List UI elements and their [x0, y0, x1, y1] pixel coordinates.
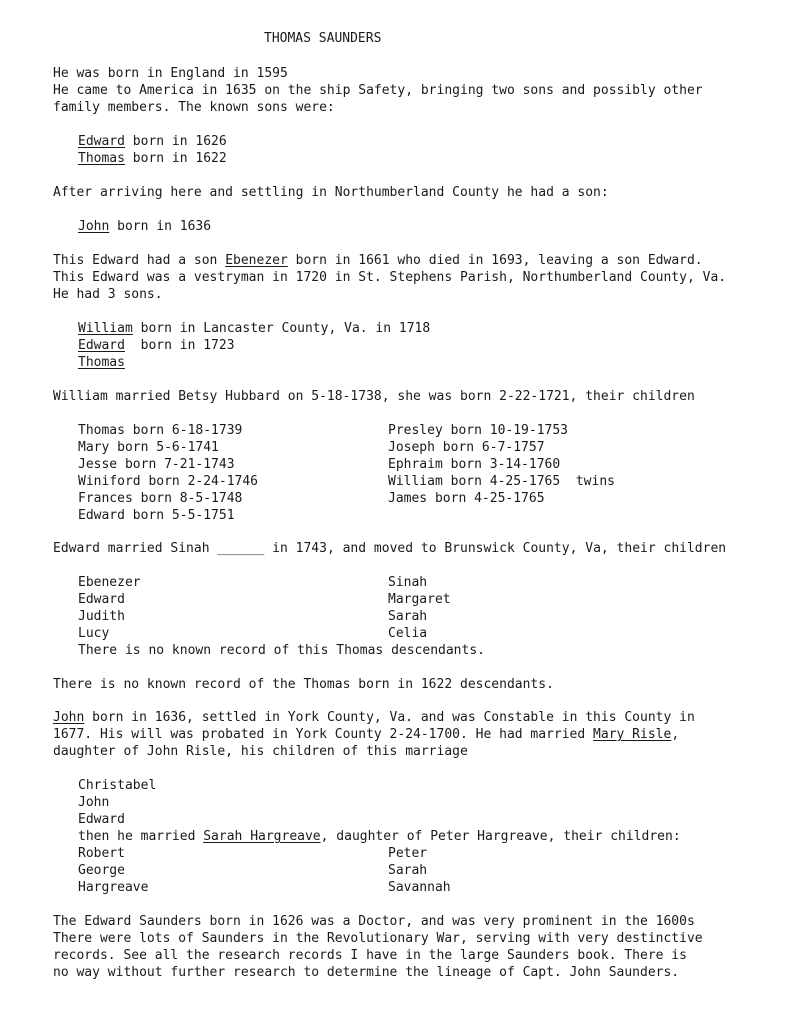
person-name: Ebenezer [225, 253, 288, 268]
text-run: in 1743, and moved to Brunswick County, Va, their children [264, 541, 727, 556]
child-entry: Peter [388, 846, 428, 861]
paragraph-line: The Edward Saunders born in 1626 was a Doctor, and was very prominent in the 1600s [53, 914, 695, 929]
person-name: Mary Risle [593, 727, 672, 742]
paragraph-line: This Edward was a vestryman in 1720 in St. Stephens Parish, Northumberland County, Va. [53, 270, 727, 285]
son-entry [78, 354, 125, 371]
son-detail: born in 1622 [124, 151, 227, 166]
paragraph-line [53, 709, 695, 726]
text-run: This Edward had a son [53, 253, 226, 268]
child-entry: Edward born 5-5-1751 [78, 508, 235, 523]
text-run: , [671, 727, 680, 742]
paragraph-line: records. See all the research records I have in the large Saunders book. There is [53, 948, 687, 963]
child-entry: Ebenezer [78, 575, 141, 590]
child-entry: James born 4-25-1765 [388, 491, 545, 506]
child-entry: Edward [78, 592, 125, 607]
paragraph-line: He had 3 sons. [53, 287, 163, 302]
paragraph-line: William married Betsy Hubbard on 5-18-1738, she was born 2-22-1721, their children [53, 389, 695, 404]
child-entry: Sarah [388, 609, 428, 624]
son-entry [78, 320, 430, 337]
intro-line: He came to America in 1635 on the ship Safety, bringing two sons and possibly other [53, 83, 703, 98]
paragraph-line [53, 252, 703, 269]
child-entry: Jesse born 7-21-1743 [78, 457, 235, 472]
son-name: Thomas [78, 355, 125, 370]
child-entry: Winiford born 2-24-1746 [78, 474, 259, 489]
child-entry: Hargreave [78, 880, 149, 895]
son-detail: born in 1636 [109, 219, 212, 234]
paragraph-line: There is no known record of the Thomas born in 1622 descendants. [53, 677, 554, 692]
child-entry: Mary born 5-6-1741 [78, 440, 219, 455]
text-run: , daughter of Peter Hargreave, their children: [320, 829, 681, 844]
page-title: THOMAS SAUNDERS [264, 31, 382, 46]
paragraph-line: daughter of John Risle, his children of this marriage [53, 744, 468, 759]
text-run: born in 1636, settled in York County, Va. and was Constable in this County in [84, 710, 695, 725]
child-entry: Robert [78, 846, 125, 861]
child-entry: William born 4-25-1765 twins [388, 474, 615, 489]
child-entry: Christabel [78, 778, 157, 793]
paragraph-line [53, 726, 679, 743]
child-entry: Savannah [388, 880, 451, 895]
note-line: There is no known record of this Thomas descendants. [78, 643, 485, 658]
son-name: John [78, 219, 110, 234]
intro-line: He was born in England in 1595 [53, 66, 288, 81]
son-detail: born in 1723 [124, 338, 235, 353]
son-entry [78, 133, 227, 150]
child-entry: Thomas born 6-18-1739 [78, 423, 243, 438]
text-run: 1677. His will was probated in York County 2-24-1700. He had married [53, 727, 594, 742]
child-entry: John [78, 795, 110, 810]
son-entry [78, 150, 227, 167]
paragraph-line [78, 828, 681, 845]
child-entry: Celia [388, 626, 428, 641]
child-entry: Lucy [78, 626, 110, 641]
child-entry: Frances born 8-5-1748 [78, 491, 243, 506]
child-entry: Judith [78, 609, 125, 624]
blank-line: ______ [217, 541, 265, 556]
son-entry [78, 337, 235, 354]
son-entry [78, 218, 211, 235]
text-run: then he married [78, 829, 204, 844]
son-name: Thomas [78, 151, 125, 166]
son-detail: born in Lancaster County, Va. in 1718 [132, 321, 431, 336]
son-detail: born in 1626 [124, 134, 227, 149]
child-entry: George [78, 863, 125, 878]
intro-line: family members. The known sons were: [53, 100, 335, 115]
text-run: born in 1661 who died in 1693, leaving a son Edward. [287, 253, 703, 268]
child-entry: Margaret [388, 592, 451, 607]
person-name: Sarah Hargreave [203, 829, 321, 844]
child-entry: Sarah [388, 863, 428, 878]
son-name: William [78, 321, 133, 336]
child-entry: Presley born 10-19-1753 [388, 423, 569, 438]
son-name: Edward [78, 338, 125, 353]
paragraph-line: There were lots of Saunders in the Revolutionary War, serving with very destinctive [53, 931, 703, 946]
paragraph-line [53, 540, 726, 557]
son-name: Edward [78, 134, 125, 149]
child-entry: Edward [78, 812, 125, 827]
child-entry: Joseph born 6-7-1757 [388, 440, 545, 455]
child-entry: Sinah [388, 575, 428, 590]
person-name: John [53, 710, 85, 725]
child-entry: Ephraim born 3-14-1760 [388, 457, 561, 472]
paragraph-line: no way without further research to determine the lineage of Capt. John Saunders. [53, 965, 680, 980]
paragraph-line: After arriving here and settling in Northumberland County he had a son: [53, 185, 609, 200]
text-run: Edward married Sinah [53, 541, 218, 556]
